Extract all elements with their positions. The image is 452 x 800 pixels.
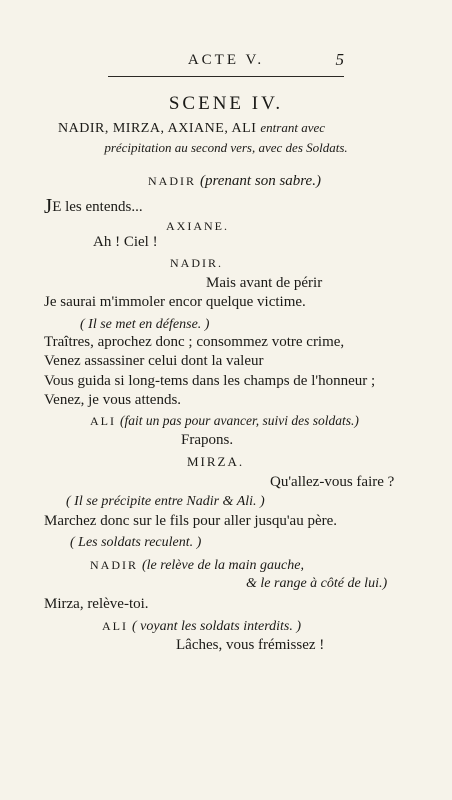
verse-line: Mirza, relève-toi.	[44, 596, 149, 612]
stage-direction: ( Il se met en défense. )	[80, 317, 210, 332]
speaker-name: ALI	[90, 414, 116, 428]
verse-line: Traîtres, aprochez donc ; consommez votre crime,	[44, 334, 345, 350]
speaker-line	[90, 556, 304, 574]
speaker-line	[102, 617, 301, 635]
speaker-name: ALI	[102, 619, 128, 633]
header-rule	[108, 76, 344, 77]
speaker-name: NADIR.	[170, 256, 223, 270]
stage-direction: (le relève de la main gauche,	[142, 558, 304, 573]
stage-direction: ( Il se précipite entre Nadir & Ali. )	[66, 494, 265, 509]
verse-line: Ah ! Ciel !	[93, 234, 158, 250]
verse-line	[44, 194, 143, 219]
verse-text: E les entends...	[52, 199, 143, 215]
verse-line: Frapons.	[181, 432, 234, 448]
stage-direction: ( Les soldats reculent. )	[70, 535, 202, 550]
speaker-line	[148, 172, 321, 190]
page-number: 5	[335, 50, 344, 69]
verse-line: Lâches, vous frémissez !	[176, 637, 325, 653]
scene-title: SCENE IV.	[168, 93, 284, 114]
verse-line: Qu'allez-vous faire ?	[270, 474, 395, 490]
speaker-name: NADIR	[90, 558, 138, 572]
verse-line: Mais avant de périr	[206, 275, 323, 291]
speaker-name: MIRZA.	[187, 454, 245, 469]
verse-line: Venez, je vous attends.	[44, 392, 182, 408]
stage-direction: & le range à côté de lui.)	[246, 576, 388, 591]
cast-names: NADIR, MIRZA, AXIANE, ALI	[58, 121, 257, 136]
page-header	[0, 52, 452, 74]
stage-direction: ( voyant les soldats interdits. )	[132, 619, 302, 634]
stage-direction: (prenant son sabre.)	[200, 173, 321, 189]
verse-line: Marchez donc sur le fils pour aller jusqu'au père.	[44, 513, 338, 529]
speaker-name: AXIANE.	[166, 219, 229, 233]
stage-direction: (fait un pas pour avancer, suivi des soldats.)	[120, 413, 359, 428]
speaker-name: NADIR	[148, 174, 196, 188]
verse-line: Vous guida si long-tems dans les champs de l'honneur ;	[44, 373, 376, 389]
verse-line: Venez assassiner celui dont la valeur	[44, 353, 264, 369]
cast-direction: entrant avec	[260, 120, 326, 135]
verse-line: Je saurai m'immoler encor quelque victime.	[44, 294, 306, 310]
drop-cap: J	[44, 194, 53, 218]
running-head: ACTE V.	[187, 52, 265, 68]
cast-list	[58, 120, 325, 137]
speaker-line	[90, 412, 359, 430]
cast-direction-continued: précipitation au second vers, avec des Soldats.	[104, 140, 348, 155]
